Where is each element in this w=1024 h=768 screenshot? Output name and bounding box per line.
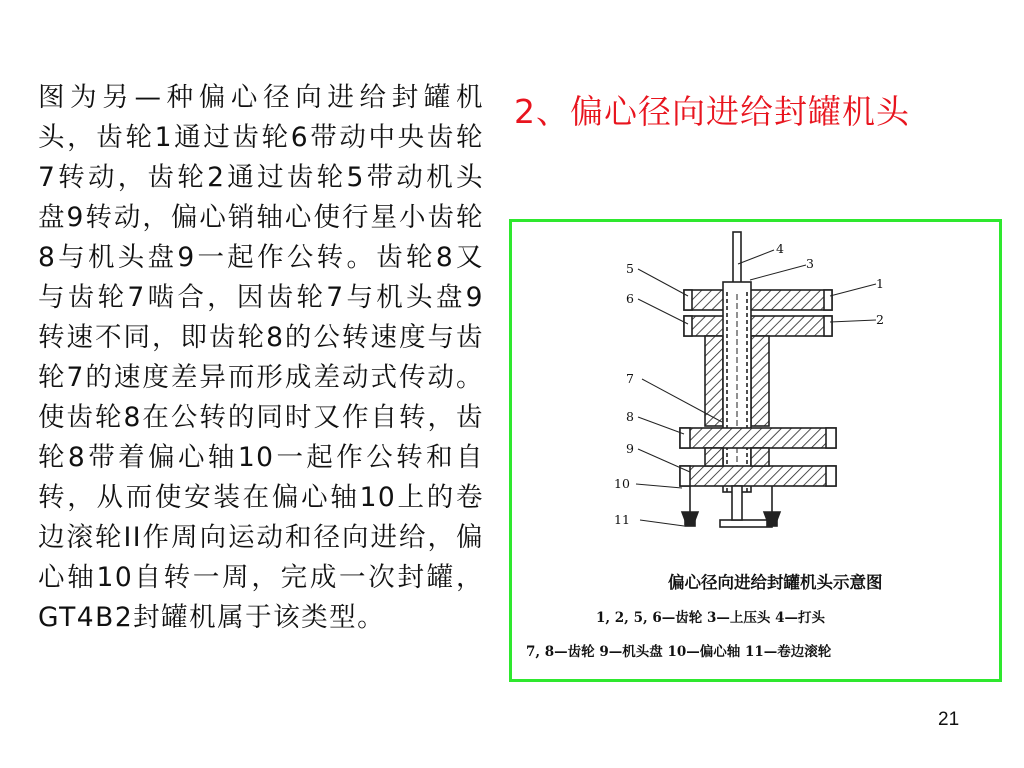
lower-gear-assembly <box>680 428 836 486</box>
part-label-11: 11 <box>614 512 630 527</box>
figure-legend-line-2: 7, 8—齿轮 9—机头盘 10—偏心轴 11—卷边滚轮 <box>526 644 832 660</box>
part-label-1: 1 <box>876 276 884 291</box>
figure-legend-line-1: 1, 2, 5, 6—齿轮 3—上压头 4—打头 <box>596 610 825 626</box>
mechanism-diagram <box>512 222 999 679</box>
slide-title: 2、偏心径向进给封罐机头 <box>514 92 910 131</box>
figure-frame <box>509 219 1002 682</box>
body-text: 图为另—种偏心径向进给封罐机头，齿轮1通过齿轮6带动中央齿轮7转动，齿轮2通过齿轮5带动机头盘9转动，偏心销轴心使行星小齿轮8与机头盘9一起作公转。齿轮8又与齿轮7啮合，因齿轮7与机头盘9转速不同，即齿轮8的公转速度与齿轮7的速度差异而形成差动式传动。使齿轮8在公转的同时又作自转，齿轮8带着偏心轴10一起作公转和自转，从而使安装在偏心轴10上的卷边滚轮II作周向运动和径向进给，偏心轴10自转一周，完成一次封罐，GT4B2封罐机属于该类型。 <box>38 82 484 633</box>
part-label-3: 3 <box>806 256 814 271</box>
figure-caption-title: 偏心径向进给封罐机头示意图 <box>668 573 883 592</box>
part-label-8: 8 <box>626 409 634 424</box>
part-label-9: 9 <box>626 441 634 456</box>
part-label-4: 4 <box>776 241 784 256</box>
part-label-5: 5 <box>626 261 634 276</box>
part-label-7: 7 <box>626 371 634 386</box>
part-label-2: 2 <box>876 312 884 327</box>
page-number: 21 <box>938 709 960 730</box>
part-label-10: 10 <box>614 476 630 491</box>
top-gear-assembly <box>684 290 832 336</box>
part-label-6: 6 <box>626 291 634 306</box>
